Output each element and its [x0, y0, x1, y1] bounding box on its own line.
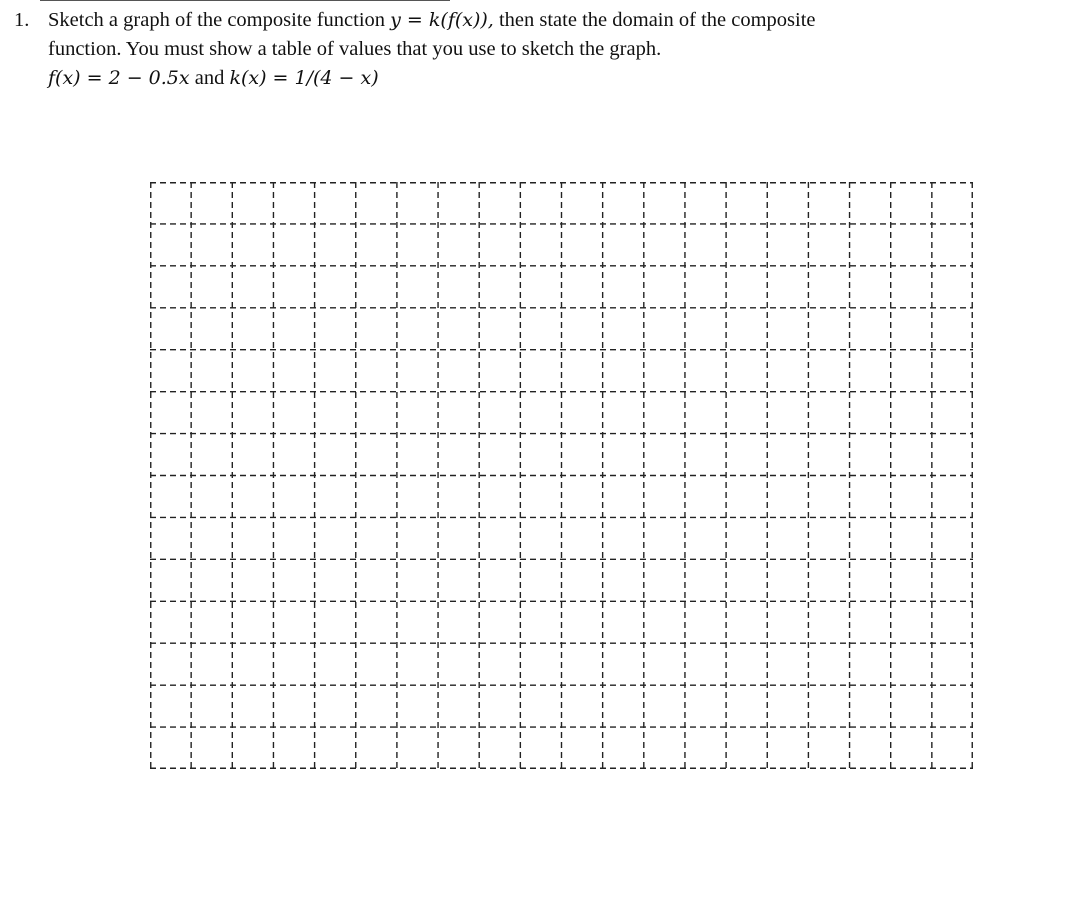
graph-grid-svg — [150, 182, 973, 769]
composite-expression: y = k(f(x)), — [390, 9, 494, 31]
question-body — [48, 6, 1048, 93]
function-definitions — [48, 64, 1048, 93]
k-definition: k(x) = 1/(4 − x) — [229, 67, 379, 89]
question-line-1 — [48, 6, 1048, 35]
definition-connector: and — [194, 67, 225, 89]
question-line-1-tail: then state the domain of the composite — [498, 9, 816, 31]
graph-grid[interactable] — [150, 182, 973, 769]
f-definition: f(x) = 2 − 0.5x — [48, 67, 190, 89]
top-rule — [40, 0, 450, 1]
question-number: 1. — [14, 9, 30, 31]
question-line-2: function. You must show a table of values that you use to sketch the graph. — [48, 38, 662, 60]
question-line-1-text: Sketch a graph of the composite function — [48, 9, 386, 31]
